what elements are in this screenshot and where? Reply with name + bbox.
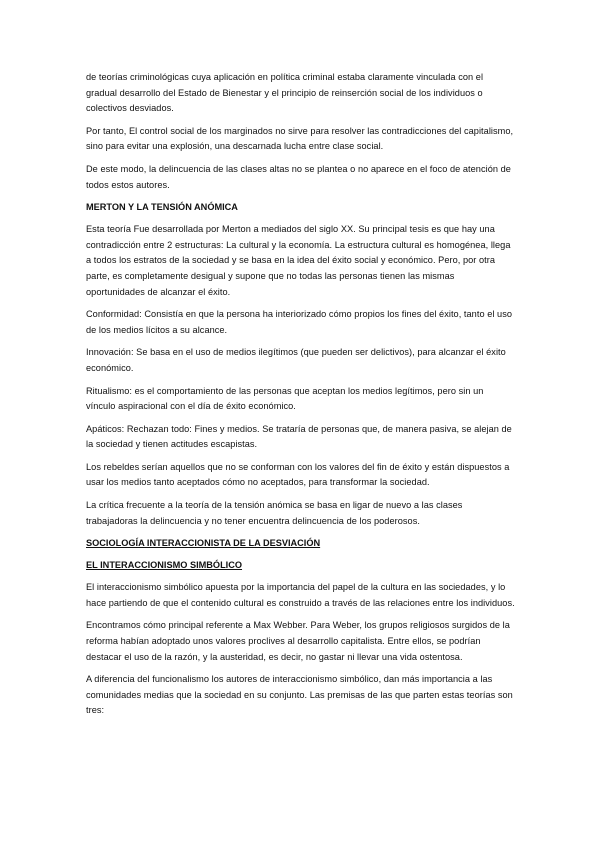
paragraph: De este modo, la delincuencia de las clases altas no se plantea o no aparece en el foco de atención de todos estos autores. <box>86 163 511 190</box>
paragraph: La crítica frecuente a la teoría de la tensión anómica se basa en ligar de nuevo a las clases trabajadoras la delincuencia y no tener encuentra delincuencia de los poderosos. <box>86 500 463 526</box>
paragraph: Innovación: Se basa en el uso de medios ilegítimos (que pueden ser delictivos), para alcanzar el éxito económico. <box>86 347 506 373</box>
paragraph: Encontramos cómo principal referente a Max Webber. Para Weber, los grupos religiosos surgidos de la reforma habían adoptado unos valores proclives al desarrollo capitalista. Entre ellos, se podrían destacar el uso de la razón, y la austeridad, es decir, no gastar ni llevar una vida ostentosa. <box>86 620 510 662</box>
section-heading-sociologia: SOCIOLOGÍA INTERACCIONISTA DE LA DESVIACIÓN <box>86 538 321 549</box>
paragraph: Por tanto, El control social de los marginados no sirve para resolver las contradicciones del capitalismo, sino para evitar una explosión, una descarnada lucha entre clase social. <box>86 125 514 152</box>
paragraph: Conformidad: Consistía en que la persona ha interiorizado cómo propios los fines del éxito, tanto el uso de los medios lícitos a su alcance. <box>86 309 513 335</box>
paragraph: Ritualismo: es el comportamiento de las personas que aceptan los medios legítimos, pero sin un vínculo aspiracional con el día de éxito económico. <box>86 385 484 412</box>
section-heading-merton: MERTON Y LA TENSIÓN ANÓMICA <box>86 202 238 213</box>
paragraph: Esta teoría Fue desarrollada por Merton a mediados del siglo XX. Su principal tesis es que hay una contradicción entre 2 estructuras: La cultural y la economía. La estructura cultural es homogénea, llega a todos los estratos de la sociedad y se basa en la idea del éxito social y económico. Pero, por otra parte, es completamente desigual y supone que no todas las personas tienen las mismas oportunidades de alcanzar el éxito. <box>86 224 511 297</box>
paragraph: Los rebeldes serían aquellos que no se conforman con los valores del fin de éxito y están dispuestos a usar los medios tanto aceptados cómo no aceptados, para transformar la sociedad. <box>86 461 510 488</box>
paragraph: El interaccionismo simbólico apuesta por la importancia del papel de la cultura en las sociedades, y lo hace partiendo de que el contenido cultural es construido a través de las relaciones entre los individuos. <box>86 582 515 608</box>
paragraph: Apáticos: Rechazan todo: Fines y medios. Se trataría de personas que, de manera pasiva, se alejan de la sociedad y tienen actitudes escapistas. <box>86 423 512 450</box>
paragraph: A diferencia del funcionalismo los autores de interaccionismo simbólico, dan más importancia a las comunidades medias que la sociedad en su conjunto. Las premisas de las que parten estas teorías son tres: <box>86 674 513 716</box>
paragraph: de teorías criminológicas cuya aplicación en política criminal estaba claramente vinculada con el gradual desarrollo del Estado de Bienestar y el principio de reinserción social de los individuos o colectivos desviados. <box>86 72 484 114</box>
section-heading-interaccionismo: EL INTERACCIONISMO SIMBÓLICO <box>86 560 243 571</box>
